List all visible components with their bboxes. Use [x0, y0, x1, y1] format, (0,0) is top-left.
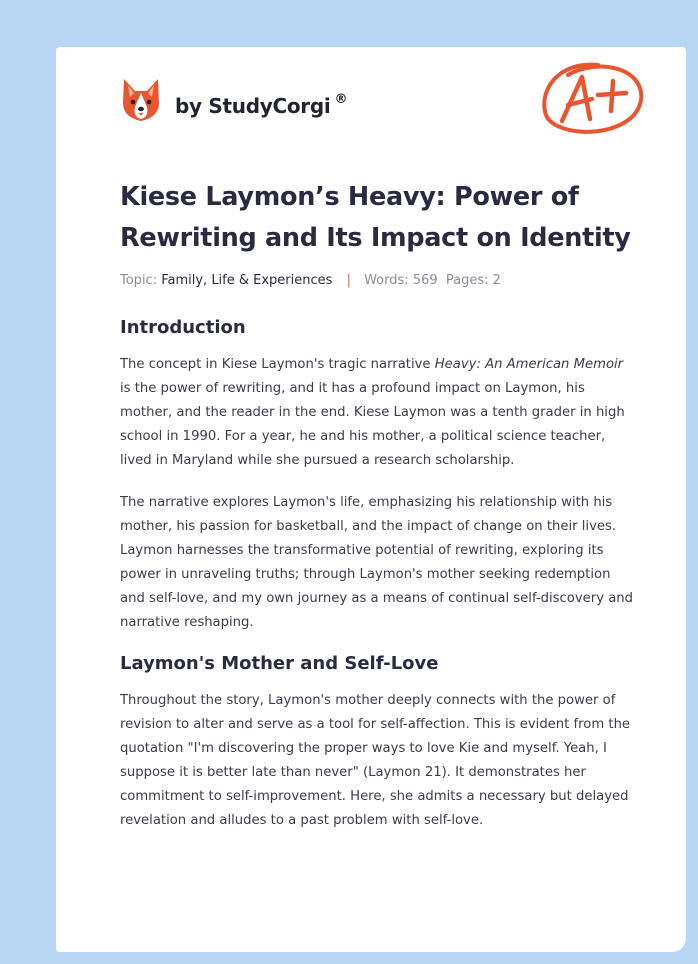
paragraph-text: is the power of rewriting, and it has a profound impact on Laymon, his mother, and the reader in the end. Kiese Laymon was a tenth grader in high school in 1990. For a year, he and his mother, a political science teacher, lived in Maryland while she pursued a research scholarship. — [120, 381, 625, 468]
paragraph-intro-1 — [120, 353, 634, 473]
book-title: Heavy: An American Memoir — [434, 357, 624, 372]
a-plus-icon — [538, 59, 648, 141]
article-content — [120, 177, 634, 833]
paragraph-mother-1: Throughout the story, Laymon's mother deeply connects with the power of revision to alter and serve as a tool for self-affection. This is evident from the quotation "I'm discovering the proper ways to love Kie and myself. Yeah, I suppose it is better late than never" (Laymon 21). It demonstrates her commitment to self-improvement. Here, she admits a necessary but delayed revelation and alludes to a past problem with self-love. — [120, 693, 631, 828]
section-heading-introduction: Introduction — [120, 317, 246, 338]
paragraph-text: The concept in Kiese Laymon's tragic narrative — [120, 357, 435, 372]
topic-label: Topic: — [120, 273, 158, 288]
paragraph-intro-2: The narrative explores Laymon's life, emphasizing his relationship with his mother, his passion for basketball, and the impact of change on their lives. Laymon harnesses the transformative potential of rewriting, exploring its power in unraveling truths; through Laymon's mother seeking redemption and self-love, and my own journey as a means of continual self-discovery and narrative reshaping. — [120, 495, 634, 630]
meta-separator: | — [346, 273, 351, 288]
registered-mark: ® — [334, 92, 348, 107]
pages-count: 2 — [492, 273, 501, 288]
words-count: 569 — [412, 273, 438, 288]
studycorgi-logo[interactable] — [121, 75, 381, 125]
article-title: Kiese Laymon’s Heavy: Power of Rewriting and Its Impact on Identity — [120, 182, 631, 253]
brand-name — [175, 92, 348, 118]
corgi-icon — [121, 77, 161, 123]
grade-badge — [538, 59, 648, 141]
section-heading-mother-self-love: Laymon's Mother and Self-Love — [120, 653, 439, 674]
grade-text: A+ — [538, 59, 540, 60]
article-meta — [120, 271, 634, 291]
pages-label: Pages: — [445, 273, 489, 288]
words-label: Words: — [364, 273, 409, 288]
brand-text: by StudyCorgi — [175, 94, 331, 118]
essay-page — [56, 47, 686, 952]
topic-link[interactable]: Family, Life & Experiences — [161, 273, 333, 288]
